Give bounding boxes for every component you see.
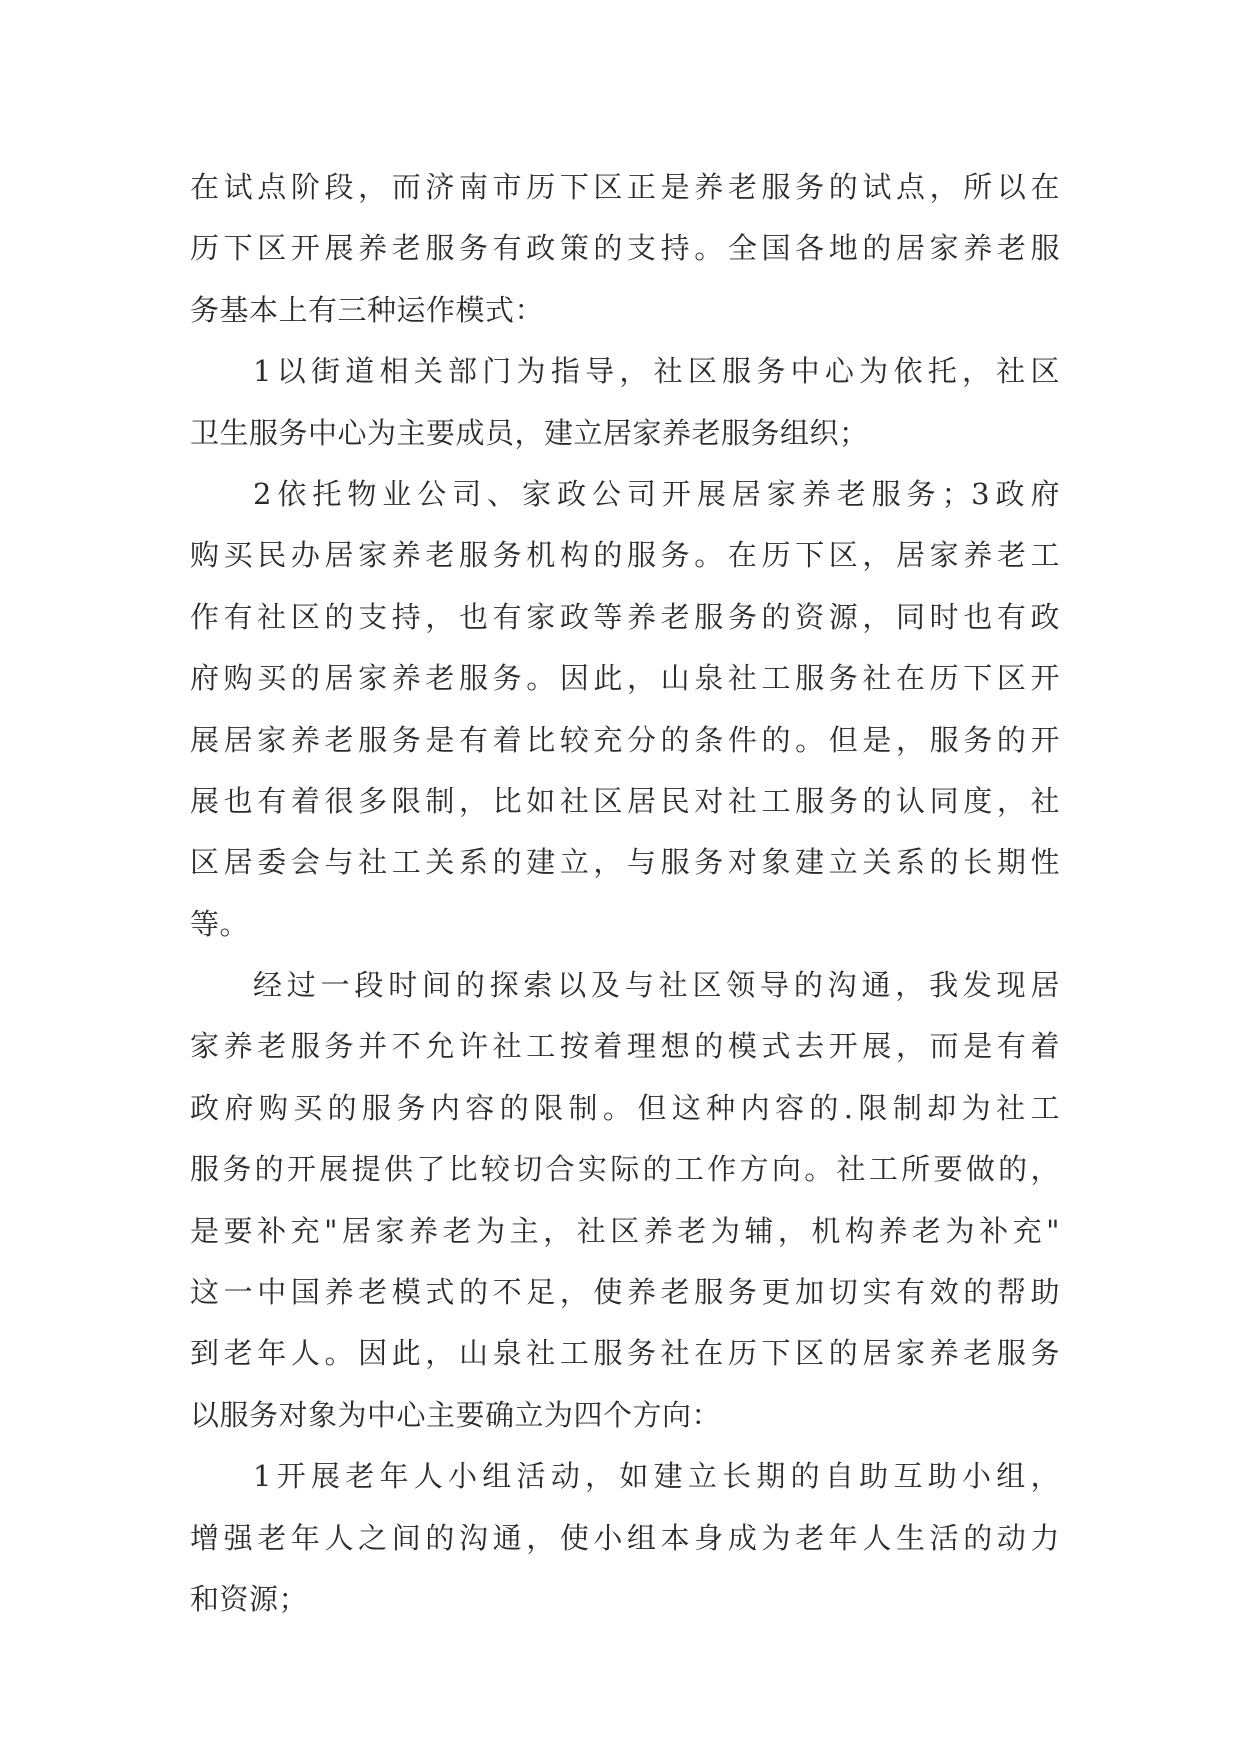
text-line: 在试点阶段，而济南市历下区正是养老服务的试点，所以在 [190,170,1060,204]
text-line: 这一中国养老模式的不足，使养老服务更加切实有效的帮助 [190,1275,1060,1310]
text-line: 到老年人。因此，山泉社工服务社在历下区的居家养老服务 [190,1336,1060,1371]
text-line: 1开展老年人小组活动，如建立长期的自助互助小组， [253,1459,1060,1494]
text-line: 政府购买的服务内容的限制。但这种内容的.限制却为社工 [190,1090,1060,1125]
text-line: 展居家养老服务是有着比较充分的条件的。但是，服务的开 [190,722,1060,757]
text-line: 增强老年人之间的沟通，使小组本身成为老年人生活的动力 [190,1520,1060,1555]
text-line: 1以街道相关部门为指导，社区服务中心为依托，社区 [253,354,1060,389]
text-line: 购买民办居家养老服务机构的服务。在历下区，居家养老工 [190,538,1060,573]
text-line: 服务的开展提供了比较切合实际的工作方向。社工所要做的， [190,1152,1060,1187]
text-line: 展也有着很多限制，比如社区居民对社工服务的认同度，社 [190,783,1060,818]
text-line: 以服务对象为中心主要确立为四个方向： [190,1397,722,1432]
text-line: 卫生服务中心为主要成员，建立居家养老服务组织； [190,415,869,450]
text-line: 务基本上有三种运作模式： [190,292,545,327]
document-body [190,157,1060,1630]
text-line: 作有社区的支持，也有家政等养老服务的资源，同时也有政 [190,599,1060,634]
text-line: 经过一段时间的探索以及与社区领导的沟通，我发现居 [253,968,1060,1003]
text-line: 是要补充"居家养老为主，社区养老为辅，机构养老为补充" [190,1213,1060,1248]
text-line: 等。 [190,906,250,941]
text-line: 府购买的居家养老服务。因此，山泉社工服务社在历下区开 [190,661,1060,696]
text-line: 2依托物业公司、家政公司开展居家养老服务；3政府 [253,476,1060,511]
text-line: 和资源； [190,1581,309,1616]
text-line: 家养老服务并不允许社工按着理想的模式去开展，而是有着 [190,1029,1060,1064]
text-line: 区居委会与社工关系的建立，与服务对象建立关系的长期性 [190,845,1060,880]
text-line: 历下区开展养老服务有政策的支持。全国各地的居家养老服 [190,231,1060,266]
